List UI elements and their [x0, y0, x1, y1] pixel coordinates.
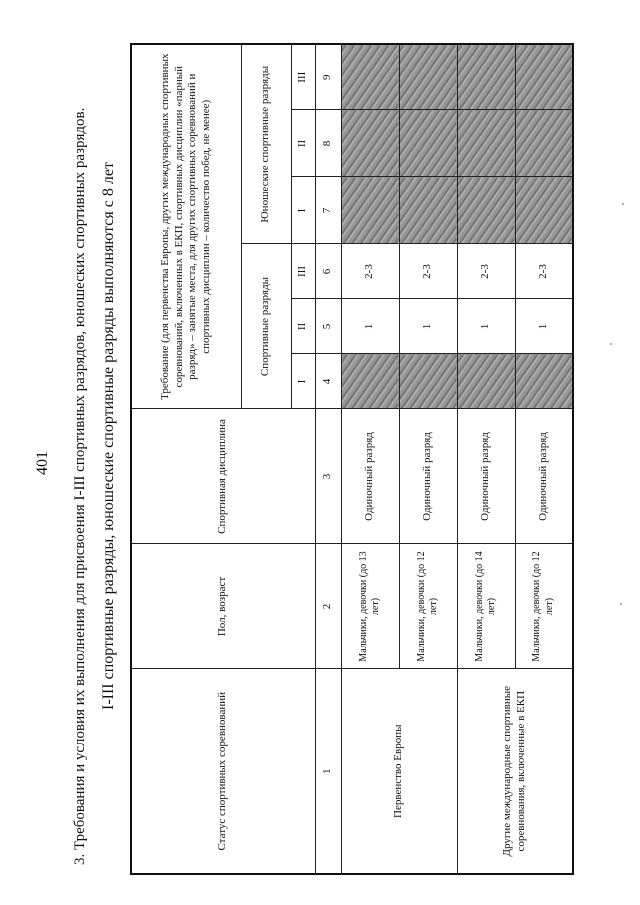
col-num-2: 2: [315, 544, 341, 669]
youth-rank-II: II: [291, 110, 315, 177]
header-gender-age: Пол, возраст: [131, 544, 315, 669]
gender-age-cell: Мальчики, девочки (до 12 лет): [399, 544, 457, 669]
shaded-cell: [399, 354, 457, 409]
rank-II-cell: 1: [341, 299, 399, 354]
shaded-cell: [399, 44, 457, 110]
group-label: Первенство Европы: [341, 669, 457, 874]
shaded-cell: [457, 110, 515, 177]
youth-rank-III: III: [291, 44, 315, 110]
scan-speck: [622, 203, 624, 205]
shaded-cell: [515, 354, 573, 409]
group-label: Другие международные спортивные соревнования, включенные в ЕКП: [457, 669, 573, 874]
rank-II-cell: 1: [399, 299, 457, 354]
col-num-4: 4: [315, 354, 341, 409]
header-status: Статус спортивных соревнований: [131, 669, 315, 874]
table-subheading: I-III спортивные разряды, юношеские спортивные разряды выполняются с 8 лет: [100, 162, 117, 710]
page-number: 401: [34, 451, 51, 475]
shaded-cell: [515, 177, 573, 244]
shaded-cell: [341, 44, 399, 110]
rank-III-cell: 2-3: [457, 244, 515, 299]
shaded-cell: [399, 110, 457, 177]
shaded-cell: [515, 44, 573, 110]
discipline-cell: Одиночный разряд: [457, 409, 515, 544]
shaded-cell: [341, 110, 399, 177]
section-heading: 3. Требования и условия их выполнения для присвоения I-III спортивных разрядов, юношеских спортивных разрядов.: [72, 107, 88, 865]
col-num-5: 5: [315, 299, 341, 354]
col-num-6: 6: [315, 244, 341, 299]
gender-age-cell: Мальчики, девочки (до 12 лет): [515, 544, 573, 669]
discipline-cell: Одиночный разряд: [399, 409, 457, 544]
header-sport-ranks: Спортивные разряды: [241, 244, 291, 409]
shaded-cell: [457, 354, 515, 409]
rank-II-cell: 1: [457, 299, 515, 354]
youth-rank-I: I: [291, 177, 315, 244]
rank-III-cell: 2-3: [341, 244, 399, 299]
gender-age-cell: Мальчики, девочки (до 14 лет): [457, 544, 515, 669]
shaded-cell: [341, 177, 399, 244]
header-discipline: Спортивная дисциплина: [131, 409, 315, 544]
col-num-9: 9: [315, 44, 341, 110]
shaded-cell: [341, 354, 399, 409]
scan-speck: [620, 603, 622, 605]
rank-III-cell: 2-3: [399, 244, 457, 299]
rank-II: II: [291, 299, 315, 354]
col-num-3: 3: [315, 409, 341, 544]
discipline-cell: Одиночный разряд: [515, 409, 573, 544]
header-youth-ranks: Юношеские спортивные разряды: [241, 44, 291, 244]
shaded-cell: [457, 177, 515, 244]
gender-age-cell: Мальчики, девочки (до 13 лет): [341, 544, 399, 669]
discipline-cell: Одиночный разряд: [341, 409, 399, 544]
col-num-8: 8: [315, 110, 341, 177]
shaded-cell: [515, 110, 573, 177]
rank-III: III: [291, 244, 315, 299]
scan-speck: [610, 343, 612, 345]
header-requirement: Требование (для первенства Европы, других международных спортивных соревнований, включенных в ЕКП, спортивных дисциплин «парный разряд» – занятые места, для других спортивных соревнований и спортивных дисциплин – количество побед, не менее): [131, 44, 241, 409]
requirements-table: [130, 43, 574, 875]
rank-III-cell: 2-3: [515, 244, 573, 299]
shaded-cell: [399, 177, 457, 244]
rank-I: I: [291, 354, 315, 409]
table-row: [457, 44, 515, 874]
rank-II-cell: 1: [515, 299, 573, 354]
col-num-1: 1: [315, 669, 341, 874]
col-num-7: 7: [315, 177, 341, 244]
column-numbers-row: [315, 44, 341, 874]
table-row: [341, 44, 399, 874]
shaded-cell: [457, 44, 515, 110]
